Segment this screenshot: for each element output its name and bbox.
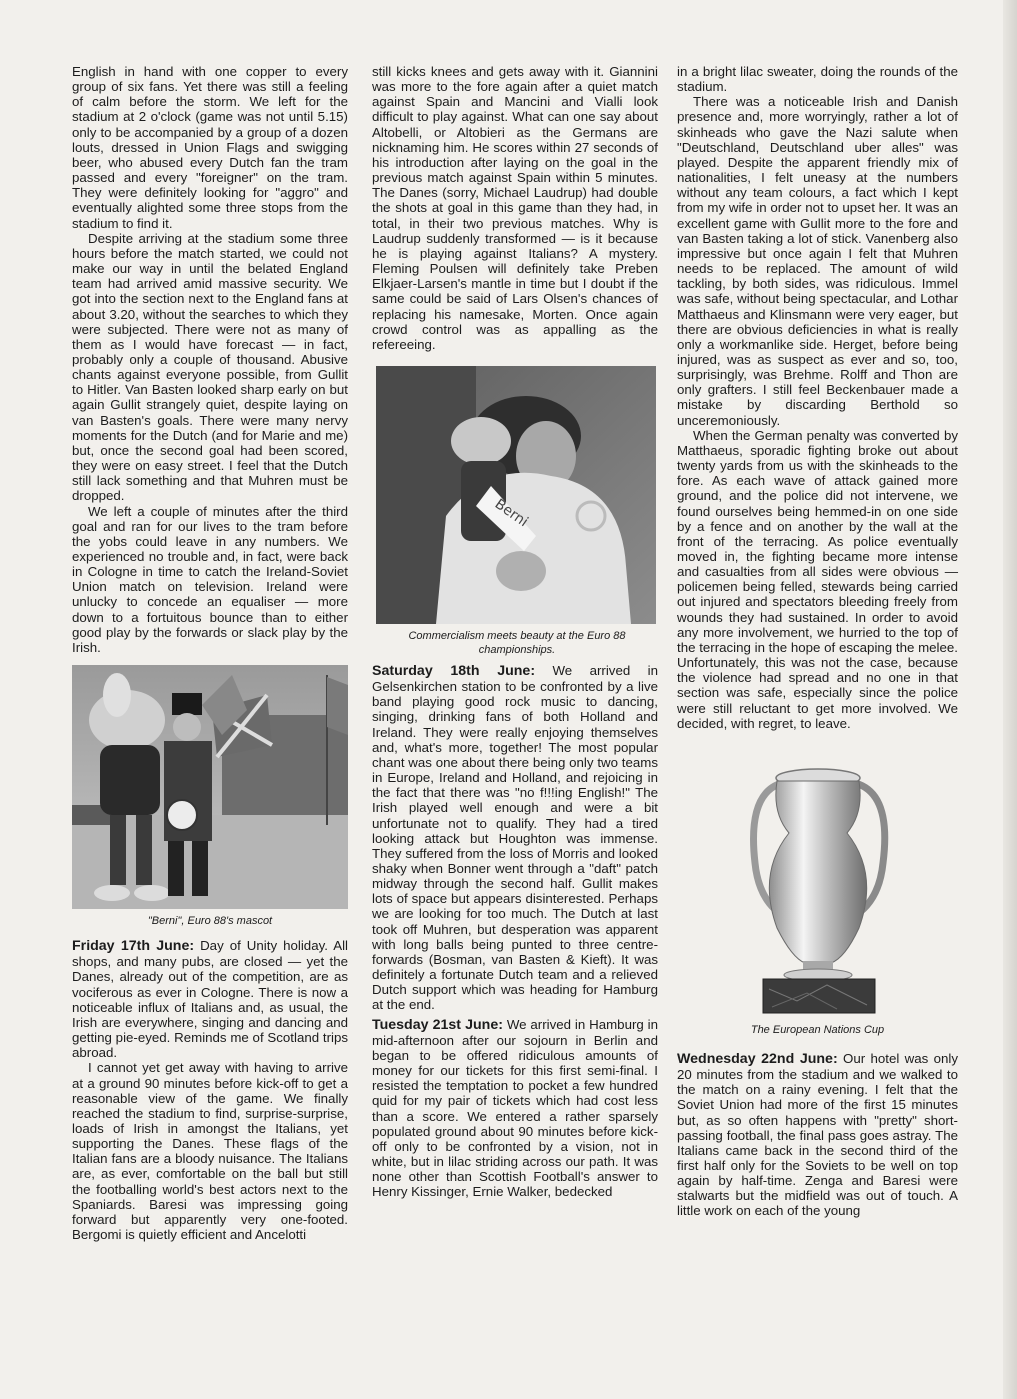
trophy-figure bbox=[677, 753, 958, 1037]
column-2 bbox=[372, 64, 658, 1199]
date-heading: Wednesday 22nd June: bbox=[677, 1050, 838, 1067]
paragraph: There was a noticeable Irish and Danish presence and, more worryingly, rather a lot of skinheads who gave the Nazi salute when "Deutschland, Deutschland uber alles" was played. Despite the apparent friendly mix of nationalities, I felt uneasy at the numbers without any team colours, a fact which I kept from my wife in order not to upset her. It was an excellent game with Gullit more to the fore and van Basten taking a lot of stick. Vanenberg also impressive but once again I felt that Muhren needs to be replaced. The amount of wild tackling, by both sides, was ridiculous. Immel was safe, without being spectacular, and Lothar Matthaeus and Klinsmann were very eager, but there are obvious deficiencies in what is really only a workmanlike side. Herget, before being injured, was as suspect as ever and so, too, surprisingly, was Brehme. Rolff and Thon are only grafters. I still feel Beckenbauer made a mistake by discarding Berthold so unceremoniously. bbox=[677, 94, 958, 428]
date-heading: Friday 17th June: bbox=[72, 938, 195, 955]
mascot-photo bbox=[72, 665, 348, 909]
entry-text: We arrived in Hamburg in mid-afternoon after our sojourn in Berlin and began to be offered ridiculous amounts of money for our tickets for this first semi-final. I resisted the temptation to pocket a few hundred quid for my pair of tickets which had cost less than a score. We entered a rather sparsely populated ground about 90 minutes before kick-off only to be confronted by a vision, not in white, but in lilac striding across our path. It was none other than Scottish Football's answer to Henry Kissinger, Ernie Walker, bedecked bbox=[372, 1016, 659, 1200]
entry-text: Our hotel was only 20 minutes from the stadium and we walked to the match on a rainy evening. I felt that the Soviet Union had more of the first 15 minutes but, as so often happens with "pretty" short-passing football, the final pass goes astray. The Italians came back in the second third of the first half only for the Soviets to be well on top again by half-time. Zenga and Baresi were stalwarts but the midfield was out of touch. A little work on each of the young bbox=[677, 1050, 958, 1219]
paragraph: Despite arriving at the stadium some three hours before the match started, we could not make our way in until the belated England team had arrived amid massive security. We got into the section next to the England fans at about 3.20, without the searches to which they were subjected. There were not as many of them as I would have forecast — in fact, probably only a couple of thousand. Abusive chants against everyone possible, from Gullit to Hitler. Van Basten looked sharp early on but again Gullit strangely quiet, despite laying on van Basten's goals. There were many nervy moments for the Dutch (and for Marie and me) but, once the second goal had been scored, they were on easy street. I feel that the Dutch still lack something and that Muhren must be dropped. bbox=[72, 230, 348, 504]
svg-text:Berni: Berni bbox=[491, 496, 531, 531]
column-1 bbox=[72, 64, 348, 1242]
entry-text: Day of Unity holiday. All shops, and many pubs, are closed — yet the Danes, already out of the competition, are as vociferous as ever in Cologne. There is now a noticeable influx of Italians and, as usual, the Irish are everywhere, singing and dancing and getting pie-eyed. Reminds me of Scotland trips abroad. bbox=[72, 938, 348, 1061]
mascot-caption: "Berni", Euro 88's mascot bbox=[147, 915, 273, 928]
trophy-icon bbox=[677, 753, 958, 1015]
trophy-caption: The European Nations Cup bbox=[750, 1023, 885, 1036]
entry-text: We arrived in Gelsenkirchen station to be confronted by a live band playing good rock music to dancing, singing, drinking fans of both Holland and Ireland. They were really enjoying themselves and, what's more, together! The most popular chant was one about there being only two teams in Europe, Ireland and Holland, and rejoicing in the fact that there was "no f!!!ing English!" The Irish played well enough and were a bit unfortunate not to qualify. They had a tired looking attack but Houghton was immense. They suffered from the loss of Morris and looked shaky when Bonner went through a "daft" patch midway through the second half. Gullit makes lots of space but appears disinterested. Perhaps we are looking for too much. The Dutch at last took off Muhren, but desperation was apparent with long balls being punted to three centre-forwards (Bosman, van Basten & Kieft). It was definitely a fortunate Dutch team and a relieved Dutch support which was heading for Hamburg at the end. bbox=[372, 662, 659, 1013]
woman-caption: Commercialism meets beauty at the Euro 88 championships. bbox=[408, 629, 626, 656]
paragraph: in a bright lilac sweater, doing the rounds of the stadium. bbox=[677, 64, 958, 95]
date-heading: Tuesday 21st June: bbox=[372, 1016, 503, 1033]
paragraph: still kicks knees and gets away with it. Giannini was more to the fore again after a quiet match against Spain and Mancini and Vialli look difficult to play against. What can one say about Altobelli, or Altobieri as the Germans are nicknaming him. He scores within 27 seconds of his introduction after laying on the goal in the previous match against Spain within 5 minutes. The Danes (sorry, Michael Laudrup) had double the shots at goal in this game than they had, in total, in their two previous matches. Why is Laudrup suddenly transformed — is it because he is playing against Italians? A mystery. Fleming Poulsen will definitely take Preben Elkjaer-Larsen's mantle in time but I doubt if the same could be said of Lars Olsen's chances of replacing his namesake, Morten. Once again crowd control was as appalling as the refereeing. bbox=[372, 64, 658, 352]
woman-with-mascot-photo bbox=[376, 366, 656, 624]
date-heading: Saturday 18th June: bbox=[372, 662, 536, 679]
trophy-photo bbox=[677, 753, 958, 1015]
paragraph: English in hand with one copper to every group of six fans. Yet there was still a feeling of calm before the storm. We left for the stadium at 2 o'clock (game was not until 5.15) only to be accompanied by a group of a dozen louts, dressed in Union Flags and swigging beer, who abused every Dutch fan the tram passed and every "foreigner" on the tram. They were definitely looking for "aggro" and eventually alighted some three stops from the stadium to find it. bbox=[72, 64, 348, 231]
tuesday-entry bbox=[372, 1017, 658, 1200]
paragraph: When the German penalty was converted by Matthaeus, sporadic fighting broke out about twenty yards from us with the skinheads to the fore. As each wave of attack gained more ground, and the police did not intervene, we found ourselves being hemmed-in on one side by a fence and on another by the wall at the front of the terracing. As police eventually moved in, the fighting became more intense and casualties from all sides were obvious — policemen being felled, stewards being carried out injured and spectators bleeding freely from wounds they had sustained. In order to avoid any more involvement, we hurried to the top of the terracing in the hope of escaping the melee. Unfortunately, this was not the case, because the violence had spread and no one in that section was safe, especially since the police were still reluctant to get more involved. We decided, with regret, to leave. bbox=[677, 427, 958, 731]
paragraph: We left a couple of minutes after the third goal and ran for our lives to the tram before the yobs could leave in any numbers. We experienced no trouble and, in fact, were back in Cologne in time to catch the Ireland-Soviet Union match on television. Ireland were unlucky to concede an equaliser — more down to a fortuitous bounce than to either good play by the forwards or slack play by the Irish. bbox=[72, 503, 348, 655]
saturday-entry bbox=[372, 663, 658, 1013]
column-3 bbox=[677, 64, 958, 1219]
mascot-photo-icon bbox=[72, 665, 348, 909]
woman-figure bbox=[376, 366, 658, 657]
paragraph: I cannot yet get away with having to arrive at a ground 90 minutes before kick-off to get a reasonable view of the game. We finally reached the stadium to find, surprise-surprise, loads of Irish in amongst the Italians, yet supporting the Danes. These flags of the Italian fans are a bloody nuisance. The Italians are, as ever, comfortable on the ball but still the footballing world's best actors next to the Spaniards. Baresi was impressing going forward but apparently very one-footed. Bergomi is quietly efficient and Ancelotti bbox=[72, 1060, 348, 1243]
page-edge bbox=[1003, 0, 1017, 1399]
mascot-figure bbox=[72, 665, 348, 928]
wednesday-entry bbox=[677, 1051, 958, 1219]
woman-photo-icon bbox=[376, 366, 656, 624]
friday-entry bbox=[72, 938, 348, 1060]
